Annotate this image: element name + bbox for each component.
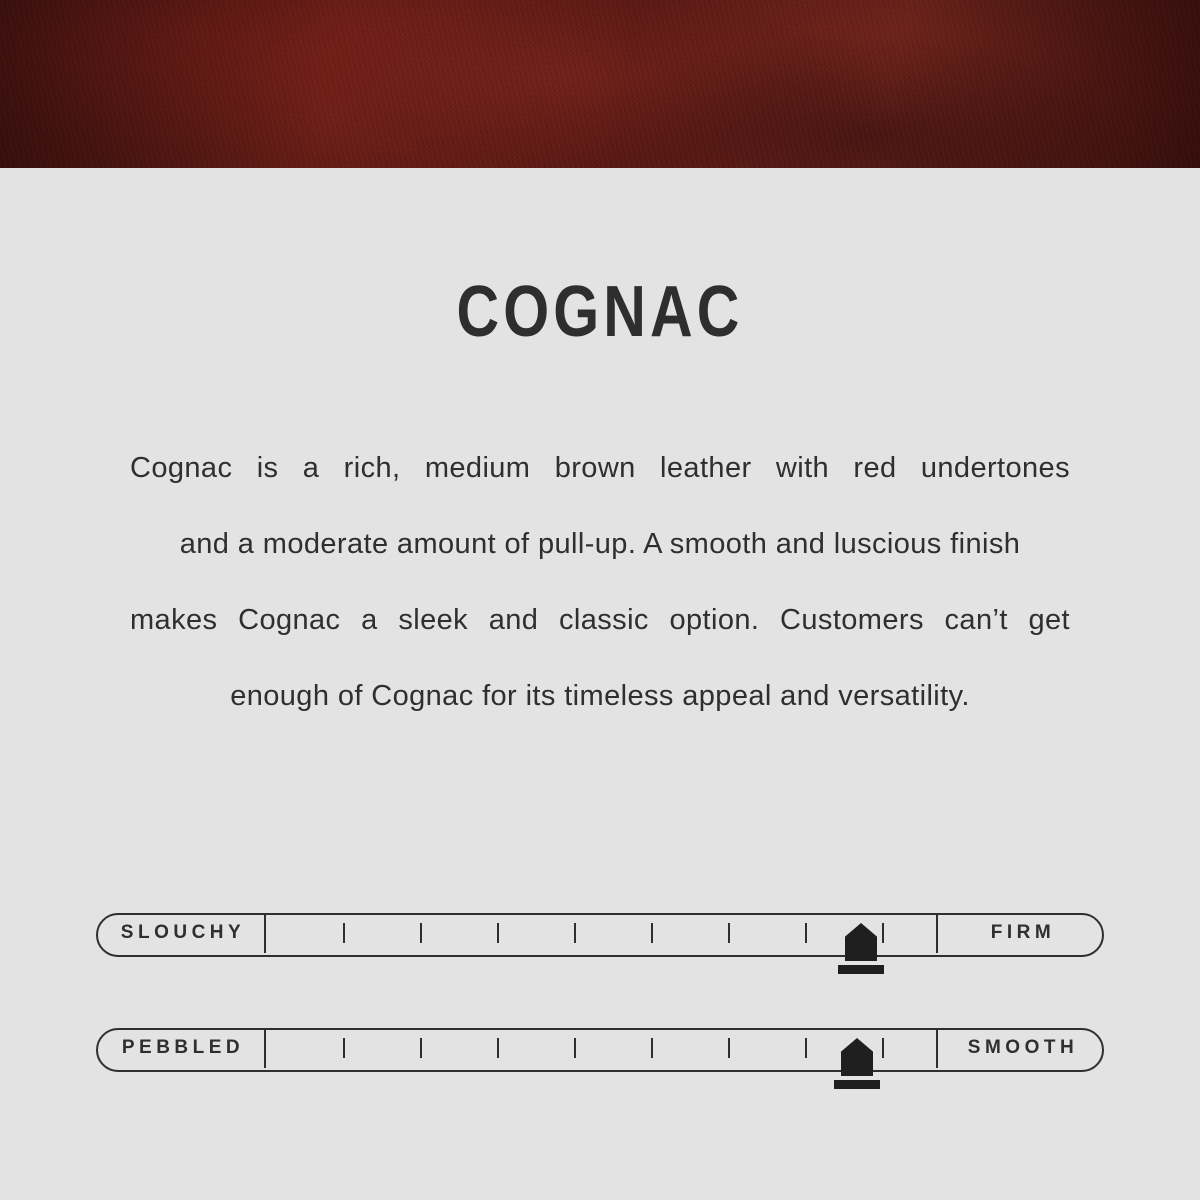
slider-right-label: FIRM [936,913,1104,953]
handle-pentagon-icon [845,923,877,961]
slider-tick [805,1038,807,1058]
slider-tick [343,923,345,943]
slider-tick [343,1038,345,1058]
slider-ticks [266,913,936,953]
handle-bar [834,1080,880,1089]
leather-swatch-image [0,0,1200,168]
slider-handle[interactable] [834,1038,880,1094]
slider-tick [497,923,499,943]
slider-tick [882,1038,884,1058]
slider-tick [728,923,730,943]
handle-pentagon-icon [841,1038,873,1076]
page-title: COGNAC [456,272,744,352]
slider-tick [728,1038,730,1058]
description-text [130,430,1070,734]
slider-tick [651,923,653,943]
description-line: and a moderate amount of pull-up. A smooth and luscious finish [179,528,1021,560]
description-line: Cognac is a rich, medium brown leather with red undertones [130,452,1070,484]
firmness-slider[interactable] [96,913,1104,957]
slider-right-label: SMOOTH [936,1028,1104,1068]
slider-tick [805,923,807,943]
handle-bar [838,965,884,974]
slider-left-label: SLOUCHY [96,913,266,953]
leather-vignette [0,0,1200,168]
description-line: enough of Cognac for its timeless appeal and versatility. [230,680,970,712]
slider-left-label: PEBBLED [96,1028,266,1068]
slider-tick [574,1038,576,1058]
slider-tick [574,923,576,943]
description-line: makes Cognac a sleek and classic option. Customers can’t get [130,604,1070,636]
slider-handle[interactable] [838,923,884,979]
slider-tick [420,1038,422,1058]
texture-slider[interactable] [96,1028,1104,1072]
slider-tick [651,1038,653,1058]
slider-tick [420,923,422,943]
slider-tick [497,1038,499,1058]
